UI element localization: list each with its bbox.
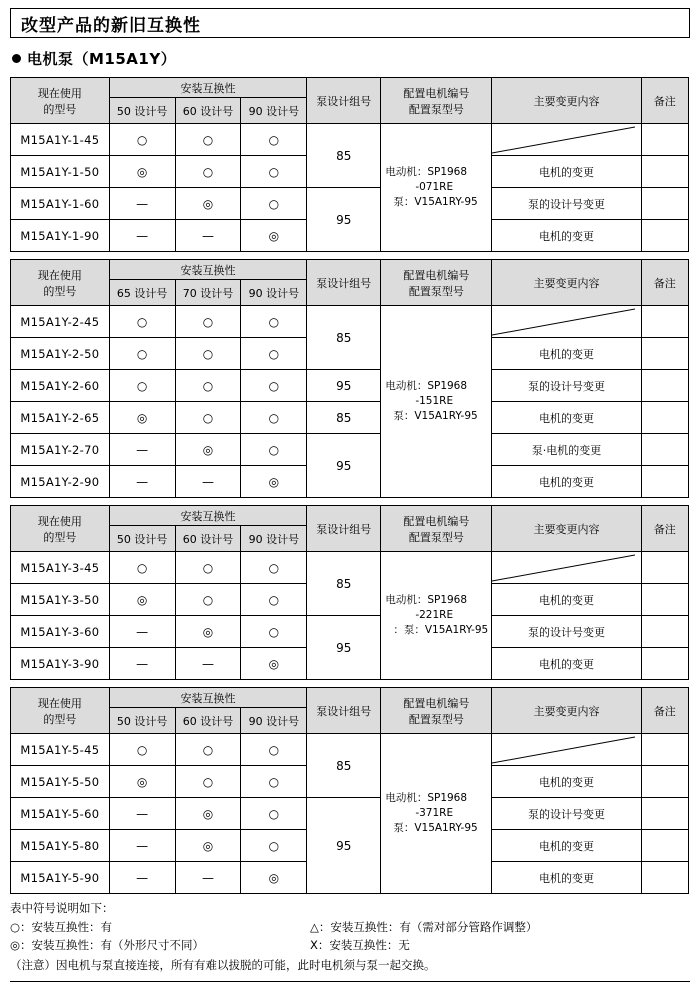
bottom-divider [10,981,690,982]
model-label: M15A1Y-2-45 [11,306,110,338]
mark-cell: ○ [175,552,241,584]
mark-cell: ○ [109,306,175,338]
mark-cell: ○ [175,306,241,338]
section-heading [12,48,690,69]
remarks-cell [641,766,688,798]
remarks-cell [641,338,688,370]
spec-table-4 [10,687,689,894]
header-config [381,78,492,124]
header-interchange: 安装互换性 [109,78,307,98]
legend-row-1 [10,919,690,937]
header-design-no-2: 70 设计号 [175,280,241,306]
model-label: M15A1Y-5-50 [11,766,110,798]
header-remarks: 备注 [641,688,688,734]
mark-cell: — [109,188,175,220]
header-pump-group: 泵设计组号 [307,78,381,124]
mark-cell: ○ [175,402,241,434]
mark-cell: ○ [241,188,307,220]
header-config [381,688,492,734]
change-note: 泵的设计号变更 [492,616,641,648]
header-remarks: 备注 [641,260,688,306]
config-motor-label: 电动机：SP1968 [385,379,468,392]
header-design-no-3: 90 设计号 [241,98,307,124]
model-label: M15A1Y-2-90 [11,466,110,498]
legend-intro: 表中符号说明如下： [10,901,114,915]
header-changes: 主要变更内容 [492,506,641,552]
model-label: M15A1Y-5-60 [11,798,110,830]
mark-cell: ◎ [241,862,307,894]
mark-cell: — [175,220,241,252]
change-note: 电机的变更 [492,402,641,434]
pump-group-value: 85 [307,402,381,434]
mark-cell: ◎ [109,584,175,616]
config-cell [381,552,492,680]
pump-group-value: 85 [307,124,381,188]
mark-cell: ○ [109,338,175,370]
mark-cell: ◎ [241,648,307,680]
remarks-cell [641,188,688,220]
config-pump-label: 泵：V15A1RY-95 [393,410,478,423]
change-note: 电机的变更 [492,830,641,862]
mark-cell: — [109,220,175,252]
mark-cell: ○ [241,306,307,338]
change-note: 电机的变更 [492,220,641,252]
mark-cell: ◎ [175,616,241,648]
mark-cell: — [109,466,175,498]
pump-group-value: 85 [307,552,381,616]
table-row [11,402,689,434]
change-note: 电机的变更 [492,156,641,188]
change-note: 电机的变更 [492,338,641,370]
model-label: M15A1Y-2-50 [11,338,110,370]
mark-cell: ○ [241,338,307,370]
mark-cell: ○ [241,124,307,156]
section-heading-text: 电机泵（M15A1Y） [27,50,177,68]
change-note: 泵的设计号变更 [492,188,641,220]
table-row [11,552,689,584]
header-config-line1: 配置电机编号 [403,268,470,282]
header-changes: 主要变更内容 [492,688,641,734]
config-motor-code: -151RE [415,394,454,407]
model-label: M15A1Y-3-45 [11,552,110,584]
pump-group-value: 95 [307,434,381,498]
mark-cell: — [175,862,241,894]
change-note: 泵的设计号变更 [492,370,641,402]
header-design-no-3: 90 设计号 [241,526,307,552]
header-model-line1: 现在使用 [37,86,82,100]
table-row [11,798,689,830]
mark-cell: ○ [241,584,307,616]
header-config-line2: 配置泵型号 [408,102,464,116]
model-label: M15A1Y-5-90 [11,862,110,894]
mark-cell: ○ [241,156,307,188]
remarks-cell [641,306,688,338]
header-model-in-use [11,688,110,734]
diagonal-strike-cell [492,734,641,766]
header-model-line2: 的型号 [43,530,77,544]
header-changes: 主要变更内容 [492,78,641,124]
config-cell [381,306,492,498]
remarks-cell [641,156,688,188]
model-label: M15A1Y-5-45 [11,734,110,766]
table-row [11,434,689,466]
pump-group-value: 95 [307,188,381,252]
legend-block [10,900,690,975]
remarks-cell [641,830,688,862]
page-title-text: 改型产品的新旧互换性 [21,15,201,36]
change-note: 泵·电机的变更 [492,434,641,466]
header-remarks: 备注 [641,78,688,124]
mark-cell: ○ [175,338,241,370]
config-pump-label: 泵：V15A1RY-95 [393,822,478,835]
mark-cell: ○ [241,798,307,830]
diagonal-strike-cell [492,124,641,156]
legend-item-double-circle: ◎：安装互换性：有（外形尺寸不同） [10,937,205,952]
header-interchange: 安装互换性 [109,260,307,280]
table-row [11,124,689,156]
table-row [11,306,689,338]
change-note: 电机的变更 [492,466,641,498]
mark-cell: — [175,648,241,680]
mark-cell: ○ [241,766,307,798]
header-config-line1: 配置电机编号 [403,514,470,528]
legend-row-2 [10,937,690,955]
mark-cell: ○ [109,124,175,156]
mark-cell: ○ [175,734,241,766]
change-note: 泵的设计号变更 [492,798,641,830]
remarks-cell [641,402,688,434]
mark-cell: — [109,798,175,830]
model-label: M15A1Y-1-60 [11,188,110,220]
mark-cell: ◎ [109,402,175,434]
mark-cell: ◎ [175,798,241,830]
mark-cell: ○ [241,370,307,402]
header-design-no-3: 90 设计号 [241,280,307,306]
remarks-cell [641,370,688,402]
header-config-line2: 配置泵型号 [408,530,464,544]
legend-item-circle: ○：安装互换性：有 [10,919,113,934]
mark-cell: ○ [241,552,307,584]
header-config [381,506,492,552]
remarks-cell [641,220,688,252]
header-model-line2: 的型号 [43,712,77,726]
pump-group-value: 85 [307,734,381,798]
mark-cell: ◎ [241,220,307,252]
mark-cell: ○ [175,156,241,188]
legend-item-cross: X：安装互换性：无 [310,937,410,952]
diagonal-strike-cell [492,306,641,338]
pump-group-value: 85 [307,306,381,370]
header-model-in-use [11,506,110,552]
remarks-cell [641,466,688,498]
header-interchange: 安装互换性 [109,688,307,708]
config-pump-label: 泵：V15A1RY-95 [393,196,478,209]
mark-cell: ○ [109,370,175,402]
spec-table-3 [10,505,689,680]
header-design-no-1: 65 设计号 [109,280,175,306]
model-label: M15A1Y-5-80 [11,830,110,862]
model-label: M15A1Y-1-50 [11,156,110,188]
bullet-icon [12,54,21,63]
remarks-cell [641,798,688,830]
remarks-cell [641,584,688,616]
header-design-no-1: 50 设计号 [109,526,175,552]
header-model-line1: 现在使用 [37,268,82,282]
mark-cell: — [109,648,175,680]
header-config-line1: 配置电机编号 [403,696,470,710]
mark-cell: ◎ [175,830,241,862]
mark-cell: ○ [241,434,307,466]
model-label: M15A1Y-1-90 [11,220,110,252]
header-changes: 主要变更内容 [492,260,641,306]
mark-cell: — [109,616,175,648]
spec-table-2 [10,259,689,498]
config-motor-code: -371RE [415,806,454,819]
diagonal-strike-cell [492,552,641,584]
mark-cell: ◎ [175,434,241,466]
header-pump-group: 泵设计组号 [307,260,381,306]
change-note: 电机的变更 [492,862,641,894]
remarks-cell [641,552,688,584]
spec-table-1 [10,77,689,252]
remarks-cell [641,648,688,680]
header-remarks: 备注 [641,506,688,552]
mark-cell: — [109,434,175,466]
change-note: 电机的变更 [492,766,641,798]
model-label: M15A1Y-2-65 [11,402,110,434]
mark-cell: ○ [241,616,307,648]
change-note: 电机的变更 [492,648,641,680]
mark-cell: — [109,862,175,894]
header-design-no-2: 60 设计号 [175,708,241,734]
config-motor-label: 电动机：SP1968 [385,165,468,178]
header-model-line2: 的型号 [43,284,77,298]
header-interchange: 安装互换性 [109,506,307,526]
remarks-cell [641,434,688,466]
header-design-no-2: 60 设计号 [175,526,241,552]
header-model-line1: 现在使用 [37,696,82,710]
mark-cell: ○ [241,830,307,862]
table-row [11,616,689,648]
pump-group-value: 95 [307,370,381,402]
header-design-no-3: 90 设计号 [241,708,307,734]
legend-item-triangle: △：安装互换性：有（需对部分管路作调整） [310,919,538,934]
model-label: M15A1Y-2-60 [11,370,110,402]
mark-cell: ○ [241,402,307,434]
mark-cell: ◎ [175,188,241,220]
table-row [11,734,689,766]
mark-cell: ○ [109,552,175,584]
mark-cell: ○ [241,734,307,766]
header-model-in-use [11,78,110,124]
mark-cell: ○ [175,584,241,616]
mark-cell: ◎ [241,466,307,498]
remarks-cell [641,616,688,648]
config-cell [381,124,492,252]
table-row [11,188,689,220]
model-label: M15A1Y-2-70 [11,434,110,466]
remarks-cell [641,124,688,156]
header-pump-group: 泵设计组号 [307,688,381,734]
config-motor-label: 电动机：SP1968 [385,791,468,804]
table-row [11,370,689,402]
pump-group-value: 95 [307,798,381,894]
config-motor-code: -221RE [415,608,454,621]
config-pump-label: ：泵：V15A1RY-95 [393,624,489,637]
header-config-line2: 配置泵型号 [408,284,464,298]
mark-cell: ○ [175,766,241,798]
model-label: M15A1Y-3-60 [11,616,110,648]
header-pump-group: 泵设计组号 [307,506,381,552]
mark-cell: ◎ [109,766,175,798]
change-note: 电机的变更 [492,584,641,616]
pump-group-value: 95 [307,616,381,680]
header-design-no-1: 50 设计号 [109,708,175,734]
header-model-in-use [11,260,110,306]
header-config-line2: 配置泵型号 [408,712,464,726]
mark-cell: ◎ [109,156,175,188]
mark-cell: ○ [109,734,175,766]
mark-cell: ○ [175,370,241,402]
config-cell [381,734,492,894]
model-label: M15A1Y-3-50 [11,584,110,616]
header-config [381,260,492,306]
header-design-no-2: 60 设计号 [175,98,241,124]
config-motor-code: -071RE [415,180,454,193]
mark-cell: ○ [175,124,241,156]
header-model-line1: 现在使用 [37,514,82,528]
legend-caution-note: （注意）因电机与泵直接连接，所有有难以拔脱的可能，此时电机须与泵一起交换。 [10,958,436,973]
mark-cell: — [109,830,175,862]
mark-cell: — [175,466,241,498]
page-title [10,8,690,38]
remarks-cell [641,862,688,894]
model-label: M15A1Y-1-45 [11,124,110,156]
model-label: M15A1Y-3-90 [11,648,110,680]
config-motor-label: 电动机：SP1968 [385,593,468,606]
remarks-cell [641,734,688,766]
header-config-line1: 配置电机编号 [403,86,470,100]
header-design-no-1: 50 设计号 [109,98,175,124]
header-model-line2: 的型号 [43,102,77,116]
